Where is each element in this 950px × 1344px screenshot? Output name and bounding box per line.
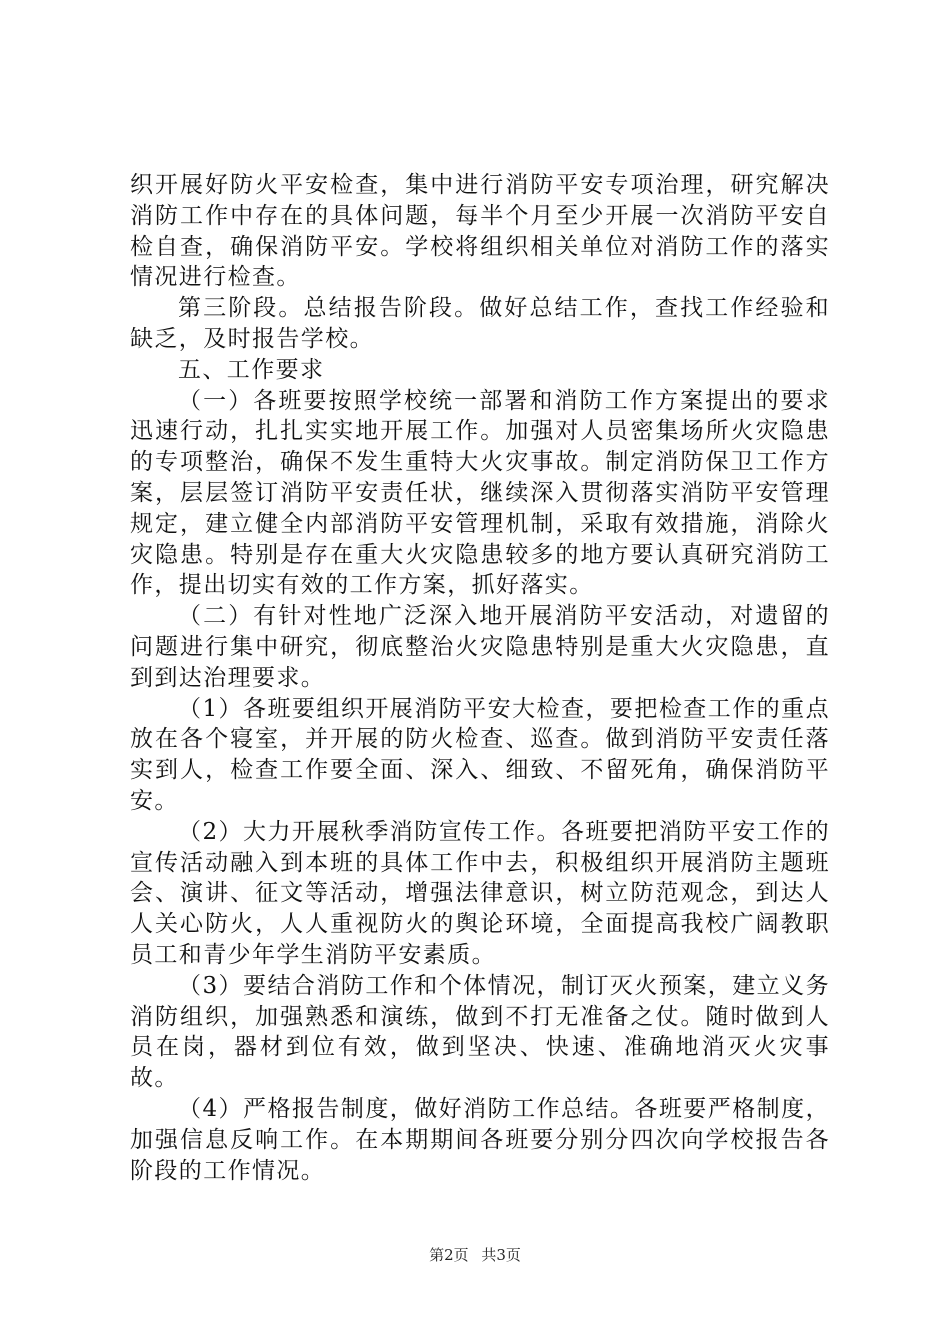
page-number: 第2页	[429, 1246, 469, 1264]
page-total: 共3页	[481, 1246, 521, 1264]
paragraph-item-1: （1）各班要组织开展消防平安大检查，要把检查工作的重点放在各个寝室，并开展的防火检查、巡查。做到消防平安责任落实到人，检查工作要全面、深入、细致、不留死角，确保消防平安。	[130, 695, 830, 814]
paragraph-continuation: 织开展好防火平安检查，集中进行消防平安专项治理，研究解决消防工作中存在的具体问题，每半个月至少开展一次消防平安自检自查，确保消防平安。学校将组织相关单位对消防工作的落实情况进行检查。	[130, 172, 830, 291]
page-footer	[0, 1244, 950, 1265]
paragraph-stage-three: 第三阶段。总结报告阶段。做好总结工作，查找工作经验和缺乏，及时报告学校。	[130, 295, 830, 352]
document-body	[130, 170, 830, 1186]
paragraph-item-3: （3）要结合消防工作和个体情况，制订灭火预案，建立义务消防组织，加强熟悉和演练，做到不打无准备之仗。随时做到人员在岗，器材到位有效，做到坚决、快速、准确地消灭火灾事故。	[130, 972, 830, 1092]
paragraph-requirement-one: （一）各班要按照学校统一部署和消防工作方案提出的要求迅速行动，扎扎实实地开展工作。加强对人员密集场所火灾隐患的专项整治，确保不发生重特大火灾事故。制定消防保卫工作方案，层层签订消防平安责任状，继续深入贯彻落实消防平安管理规定，建立健全内部消防平安管理机制，采取有效措施，消除火灾隐患。特别是存在重大火灾隐患较多的地方要认真研究消防工作，提出切实有效的工作方案，抓好落实。	[130, 387, 830, 599]
paragraph-item-2: （2）大力开展秋季消防宣传工作。各班要把消防平安工作的宣传活动融入到本班的具体工作中去，积极组织开展消防主题班会、演讲、征文等活动，增强法律意识，树立防范观念，到达人人关心防火，人人重视防火的舆论环境，全面提高我校广阔教职员工和青少年学生消防平安素质。	[130, 818, 830, 968]
section-heading-work-requirements: 五、工作要求	[178, 356, 325, 383]
paragraph-item-4: （4）严格报告制度，做好消防工作总结。各班要严格制度，加强信息反响工作。在本期期间各班要分别分四次向学校报告各阶段的工作情况。	[130, 1095, 830, 1184]
paragraph-requirement-two: （二）有针对性地广泛深入地开展消防平安活动，对遗留的问题进行集中研究，彻底整治火灾隐患特别是重大火灾隐患，直到到达治理要求。	[130, 603, 830, 691]
